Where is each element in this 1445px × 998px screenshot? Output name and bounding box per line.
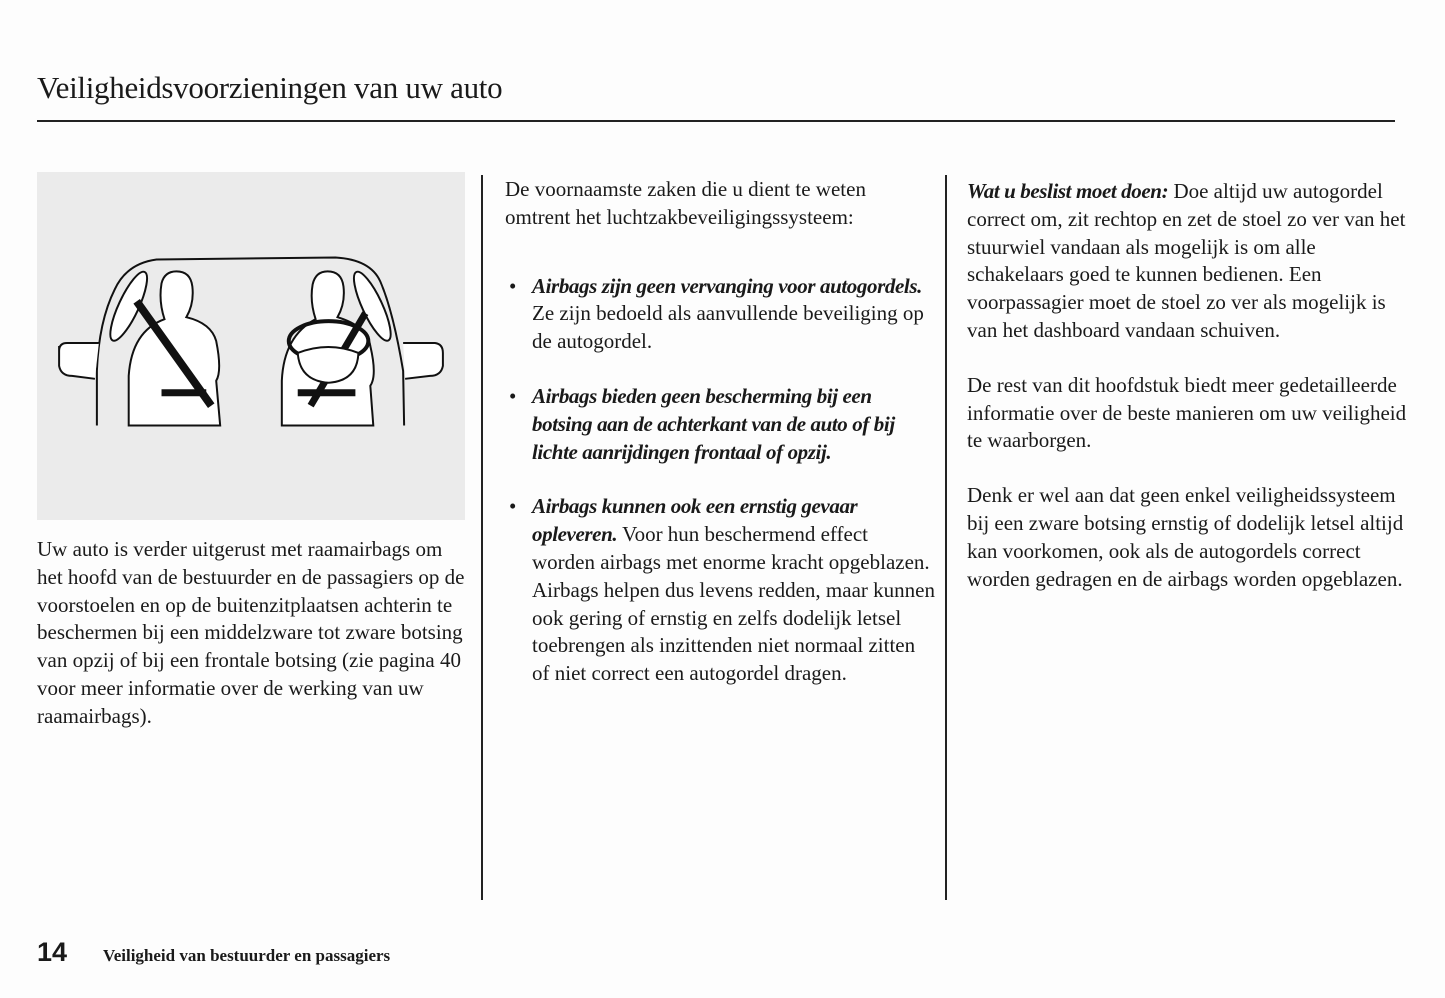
warning-paragraph: Denk er wel aan dat geen enkel veiligheidssysteem bij een zware botsing ernstig of dodelijk letsel altijd kan voorkomen, ook als de autogordels correct worden gedragen en de airbags worden opgeblazen. xyxy=(967,483,1404,591)
section-footer: Veiligheid van bestuurder en passagiers xyxy=(103,946,391,965)
page-title: Veiligheidsvoorzieningen van uw auto xyxy=(37,70,503,105)
column-3 xyxy=(967,178,1407,620)
what-to-do-text: Doe altijd uw autogordel correct om, zit rechtop en zet de stoel zo ver van het stuurwiel vandaan als mogelijk is om alle schakelaars goed te kunnen bedienen. Een voorpassagier moet de stoel zo ver als mogelijk is van het dashboard vandaan schuiven. xyxy=(967,179,1406,342)
list-item xyxy=(505,273,935,356)
bullet-text: Voor hun beschermend effect worden airbags met enorme kracht opgeblazen. Airbags helpen dus levens redden, maar kunnen ook gering of ernstig en zelfs dodelijk letsel toebrengen als inzittenden niet normaal zitten of niet correct een autogordel dragen. xyxy=(532,522,935,686)
column-1 xyxy=(37,536,469,758)
window-airbags-paragraph: Uw auto is verder uitgerust met raamairbags om het hoofd van de bestuurder en de passagiers op de voorstoelen en op de buitenzitplaatsen achterin te beschermen bij een middelzware tot zware botsing van opzij of bij een frontale botsing (zie pagina 40 voor meer informatie over de werking van uw raamairbags). xyxy=(37,537,465,728)
list-item xyxy=(505,383,935,466)
column-divider xyxy=(945,175,947,900)
bullet-bold-text: Airbags zijn geen vervanging voor autogordels. xyxy=(532,273,922,298)
bullet-icon: • xyxy=(509,494,517,519)
list-item xyxy=(505,493,935,688)
title-rule xyxy=(37,120,1395,122)
rest-of-chapter-paragraph: De rest van dit hoofdstuk biedt meer gedetailleerde informatie over de beste manieren om uw veiligheid te waarborgen. xyxy=(967,372,1407,453)
what-to-do-label: Wat u beslist moet doen: xyxy=(967,179,1169,203)
bullet-icon: • xyxy=(509,383,517,408)
page-number: 14 xyxy=(37,937,68,967)
bullet-bold-text: Airbags bieden geen bescherming bij een botsing aan de achterkant van de auto of bij lichte aanrijdingen frontaal of opzij. xyxy=(532,383,895,464)
column-2 xyxy=(505,176,935,715)
intro-paragraph: De voornaamste zaken die u dient te weten omtrent het luchtzakbeveiligingssysteem: xyxy=(505,177,866,229)
what-to-do-paragraph xyxy=(967,178,1407,345)
airbag-facts-list xyxy=(505,273,935,688)
bullet-icon: • xyxy=(509,273,517,298)
column-divider xyxy=(481,175,483,900)
bullet-text: Ze zijn bedoeld als aanvullende beveiliging op de autogordel. xyxy=(532,301,924,354)
bullet-bold-text: Airbags kunnen ook een ernstig gevaar opleveren. xyxy=(532,494,858,547)
airbag-illustration xyxy=(37,172,465,520)
